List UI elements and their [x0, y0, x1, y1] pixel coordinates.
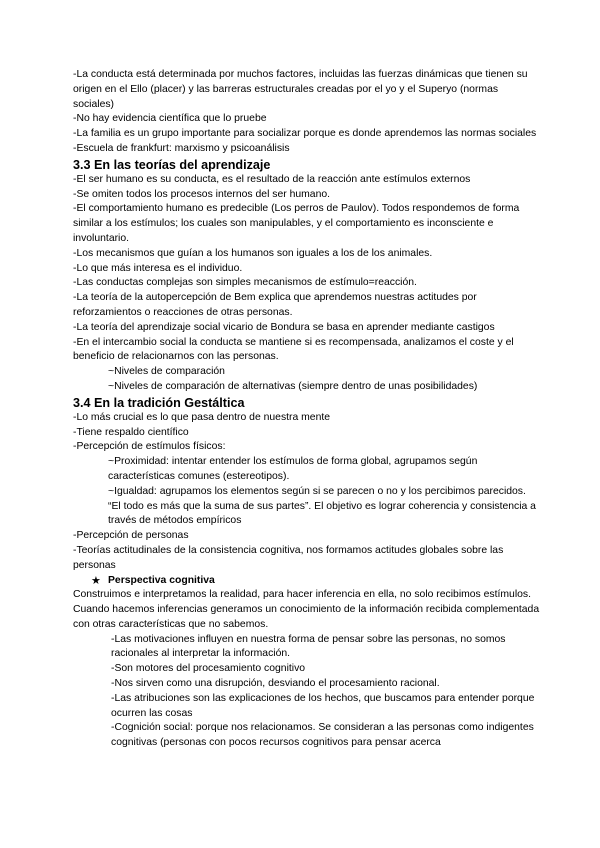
- paragraph: -Percepción de personas: [73, 530, 189, 542]
- indented-paragraph: -Nos sirven como una disrupción, desviando el procesamiento racional.: [111, 678, 440, 690]
- indented-paragraph: ~Igualdad: agrupamos los elementos según si se parecen o no y los percibimos parecidos. “El todo es más que la suma de sus partes”. El objetivo es lograr coherencia y consistencia a través de métodos empíricos: [108, 485, 536, 527]
- paragraph: -Percepción de estímulos físicos:: [73, 441, 226, 453]
- section-heading: 3.3 En las teorías del aprendizaje: [73, 157, 271, 172]
- indented-paragraph: ~Niveles de comparación de alternativas (siempre dentro de unas posibilidades): [108, 380, 478, 392]
- paragraph: -Teorías actitudinales de la consistencia cognitiva, nos formamos actitudes globales sobre las personas: [73, 544, 504, 571]
- paragraph: -Escuela de frankfurt: marxismo y psicoanálisis: [73, 142, 290, 154]
- indented-paragraph: -Son motores del procesamiento cognitivo: [111, 663, 306, 675]
- paragraph: -Lo más crucial es lo que pasa dentro de nuestra mente: [73, 411, 331, 423]
- paragraph: -El comportamiento humano es predecible (Los perros de Paulov). Todos respondemos de forma similar a los estímulos; los cuales son manipulables, y el comportamiento es inconsciente e involuntario.: [73, 203, 520, 244]
- paragraph: -Las conductas complejas son simples mecanismos de estímulo=reacción.: [73, 277, 417, 289]
- paragraph: -Se omiten todos los procesos internos del ser humano.: [73, 188, 331, 200]
- paragraph: -Lo que más interesa es el individuo.: [73, 262, 243, 274]
- paragraph: -La conducta está determinada por muchos factores, incluidas las fuerzas dinámicas que tienen su origen en el Ello (placer) y las barreras estructurales creadas por el yo y el Superyo (normas sociales): [73, 69, 528, 110]
- indented-paragraph: ~Niveles de comparación: [108, 366, 225, 378]
- paragraph: -El ser humano es su conducta, es el resultado de la reacción ante estímulos externos: [73, 173, 471, 185]
- paragraph: -La teoría del aprendizaje social vicario de Bondura se basa en aprender mediante castigos: [73, 321, 495, 333]
- indented-paragraph: -Cognición social: porque nos relacionamos. Se consideran a las personas como indigentes cognitivas (personas con pocos recursos cognitivos para pensar acerca: [111, 722, 534, 749]
- paragraph: -En el intercambio social la conducta se mantiene si es recompensada, analizamos el coste y el beneficio de relacionarnos con las personas.: [73, 336, 514, 363]
- paragraph: -La familia es un grupo importante para socializar porque es donde aprendemos las normas sociales: [73, 128, 537, 140]
- paragraph: -La teoría de la autopercepción de Bem explica que aprendemos nuestras actitudes por reforzamientos o reacciones de otras personas.: [73, 292, 477, 318]
- paragraph: Construimos e interpretamos la realidad, para hacer inferencia en ella, no solo recibimos estímulos. Cuando hacemos inferencias generamos un conocimiento de la información recibida complementada con otras características que no sabemos.: [73, 589, 540, 630]
- indented-paragraph: ~Proximidad: intentar entender los estímulos de forma global, agrupamos según características comunes (estereotipos).: [108, 456, 478, 482]
- section-heading: 3.4 En la tradición Gestáltica: [73, 395, 245, 410]
- paragraph: -Tiene respaldo científico: [73, 426, 189, 438]
- paragraph: -Los mecanismos que guían a los humanos son iguales a los de los animales.: [73, 247, 433, 259]
- bullet-heading: [73, 574, 540, 589]
- indented-paragraph: -Las motivaciones influyen en nuestra forma de pensar sobre las personas, no somos racionales al interpretar la información.: [111, 633, 506, 660]
- document-content: [73, 68, 540, 751]
- paragraph: -No hay evidencia científica que lo pruebe: [73, 113, 267, 125]
- indented-paragraph: -Las atribuciones son las explicaciones de los hechos, que buscamos para entender porque ocurren las cosas: [111, 692, 535, 719]
- star-bullet-icon: ★: [91, 574, 101, 587]
- bullet-heading-text: Perspectiva cognitiva: [108, 574, 215, 586]
